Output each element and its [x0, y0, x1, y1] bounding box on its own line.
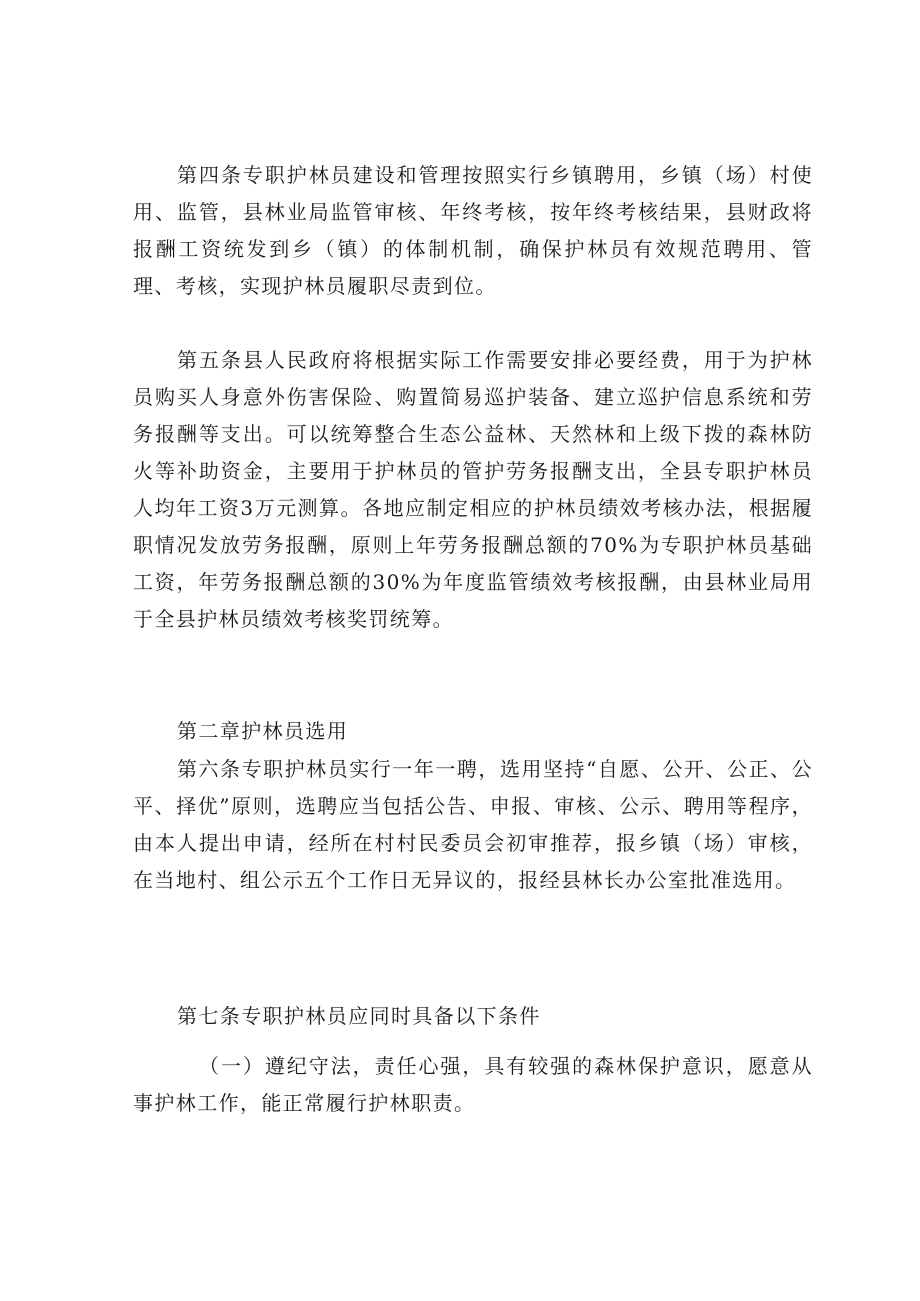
- article-6-paragraph: 第六条专职护林员实行一年一聘，选用坚持“自愿、公开、公正、公平、择优”原则，选聘应当包括公告、申报、审核、公示、聘用等程序，由本人提出申请，经所在村村民委员会初审推荐，报乡镇（场）审核，在当地村、组公示五个工作日无异议的，报经县林长办公室批准选用。: [133, 757, 813, 892]
- article-5-paragraph: 第五条县人民政府将根据实际工作需要安排必要经费，用于为护林员购买人身意外伤害保险、购置简易巡护装备、建立巡护信息系统和劳务报酬等支出。可以统筹整合生态公益林、天然林和上级下拨的森林防火等补助资金，主要用于护林员的管护劳务报酬支出，全县专职护林员人均年工资3万元测算。各地应制定相应的护林员绩效考核办法，根据履职情况发放劳务报酬，原则上年劳务报酬总额的70%为专职护林员基础工资，年劳务报酬总额的30%为年度监管绩效考核报酬，由县林业局用于全县护林员绩效考核奖罚统筹。: [133, 348, 813, 631]
- chapter-2-heading: 第二章护林员选用: [177, 719, 349, 743]
- article-7-paragraph: 第七条专职护林员应同时具备以下条件: [177, 1004, 541, 1028]
- condition-1-paragraph: （一）遵纪守法，责任心强，具有较强的森林保护意识，愿意从事护林工作，能正常履行护林职责。: [133, 1054, 813, 1115]
- article-4-paragraph: 第四条专职护林员建设和管理按照实行乡镇聘用，乡镇（场）村使用、监管，县林业局监管审核、年终考核，按年终考核结果，县财政将报酬工资统发到乡（镇）的体制机制，确保护林员有效规范聘用、管理、考核，实现护林员履职尽责到位。: [133, 163, 813, 298]
